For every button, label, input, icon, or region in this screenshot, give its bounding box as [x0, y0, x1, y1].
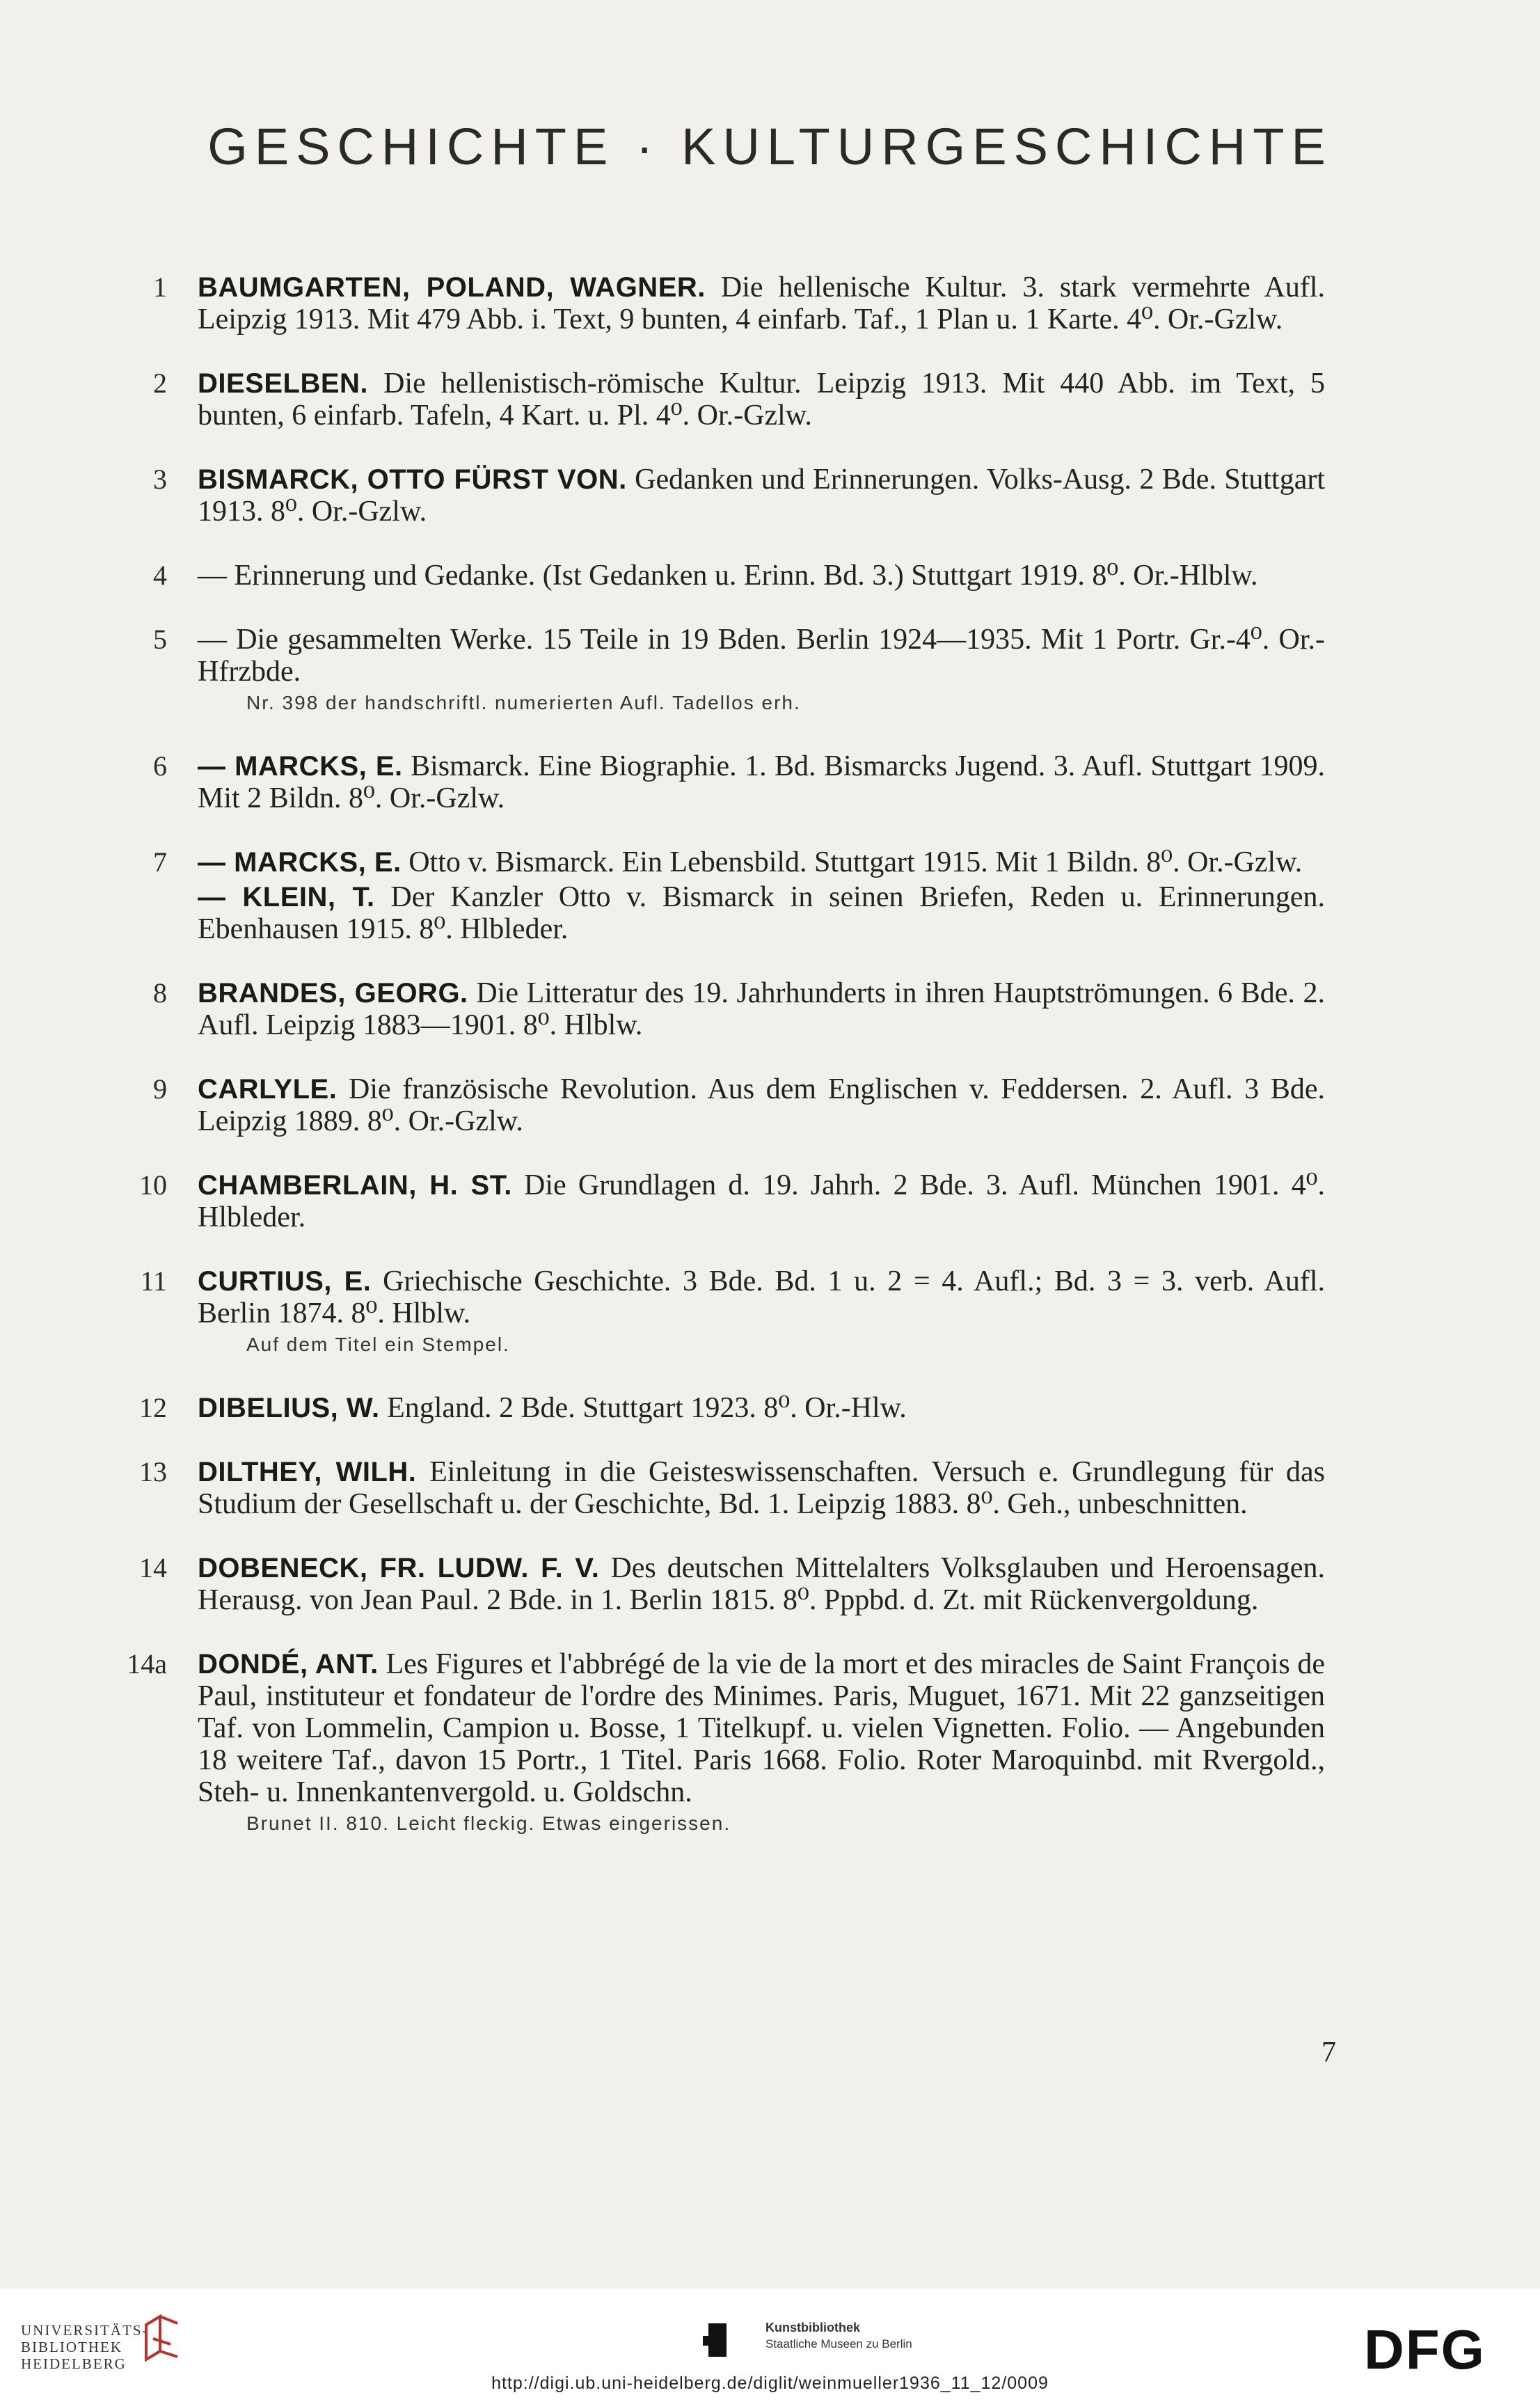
entry-10	[0, 1169, 1540, 1233]
entry-list	[0, 271, 1540, 1871]
entry-1	[0, 271, 1540, 335]
entry-6	[0, 750, 1540, 814]
entry-number: 14a	[127, 1648, 167, 1680]
entry-sub-author: — KLEIN, T.	[198, 882, 375, 912]
entry-13	[0, 1456, 1540, 1520]
entry-author: CARLYLE.	[198, 1074, 338, 1105]
page-number: 7	[1321, 2037, 1336, 2069]
entry-number: 10	[139, 1169, 167, 1201]
entry-14a	[0, 1648, 1540, 1839]
entry-sub-text: Der Kanzler Otto v. Bismarck in seinen Briefen, Reden u. Erinnerungen. Ebenhausen 1915. 8⁰. Hlbleder.	[198, 881, 1326, 945]
entry-author: DILTHEY, WILH.	[198, 1457, 417, 1487]
entry-number: 5	[153, 624, 167, 655]
entry-body	[198, 1648, 1325, 1808]
entry-author: DONDÉ, ANT.	[198, 1649, 379, 1680]
entry-4	[0, 560, 1540, 592]
entry-body	[198, 560, 1325, 592]
entry-note: Nr. 398 der handschriftl. numerierten Aufl. Tadellos erh.	[246, 692, 801, 713]
dfg-logo[interactable]: DFG	[1364, 2318, 1486, 2380]
entry-note: Auf dem Titel ein Stempel.	[246, 1334, 510, 1355]
entry-number: 2	[153, 368, 167, 399]
entry-7	[0, 846, 1540, 945]
entry-text: Otto v. Bismarck. Ein Lebensbild. Stuttgart 1915. Mit 1 Bildn. 8⁰. Or.-Gzlw.	[408, 846, 1303, 878]
entry-text: Des deutschen Mittelalters Volksglauben und Heroensagen. Herausg. von Jean Paul. 2 Bde. in 1. Berlin 1815. 8⁰. Pppbd. d. Zt. mit Rückenvergoldung.	[198, 1552, 1326, 1616]
entry-text: Die französische Revolution. Aus dem Englischen v. Feddersen. 2. Aufl. 3 Bde. Leipzig 1889. 8⁰. Or.-Gzlw.	[198, 1073, 1326, 1137]
entry-author: DOBENECK, FR. LUDW. F. V.	[198, 1553, 600, 1583]
kunstbibliothek-logo-icon	[703, 2323, 727, 2357]
entry-author: DIESELBEN.	[198, 368, 369, 399]
entry-number: 14	[139, 1552, 167, 1583]
entry-body	[198, 1073, 1325, 1137]
entry-number: 1	[153, 271, 167, 303]
entry-author: CHAMBERLAIN, H. ST.	[198, 1170, 512, 1201]
entry-author: BISMARCK, OTTO FÜRST VON.	[198, 464, 627, 495]
entry-text: England. 2 Bde. Stuttgart 1923. 8⁰. Or.-Hlw.	[387, 1392, 907, 1424]
entry-5	[0, 624, 1540, 718]
entry-number: 7	[153, 846, 167, 878]
entry-author: CURTIUS, E.	[198, 1266, 372, 1297]
entry-number: 9	[153, 1073, 167, 1105]
entry-body	[198, 368, 1325, 432]
entry-body	[198, 750, 1325, 814]
entry-body	[198, 271, 1325, 335]
entry-11	[0, 1265, 1540, 1360]
entry-9	[0, 1073, 1540, 1137]
entry-body	[198, 464, 1325, 528]
entry-text: Griechische Geschichte. 3 Bde. Bd. 1 u. 2 = 4. Aufl.; Bd. 3 = 3. verb. Aufl. Berlin 1874. 8⁰. Hlblw.	[198, 1265, 1326, 1329]
entry-body	[198, 1169, 1325, 1233]
entry-number: 8	[153, 977, 167, 1009]
ub-heidelberg-wordmark[interactable]	[21, 2322, 149, 2372]
entry-author: BAUMGARTEN, POLAND, WAGNER.	[198, 272, 706, 303]
entry-number: 12	[139, 1392, 167, 1423]
entry-number: 13	[139, 1456, 167, 1487]
entry-body	[198, 1456, 1325, 1520]
entry-text: Les Figures et l'abbrégé de la vie de la mort et des miracles de Saint François de Paul, instituteur et fondateur de l'ordre des Minimes. Paris, Muguet, 1671. Mit 22 ganzseitigen Taf. von Lommelin, Campion u. Bosse, 1 Titelkupf. u. vielen Vignetten. Folio. — Angebunden 18 weitere Taf., davon 15 Portr., 1 Titel. Paris 1668. Folio. Roter Maroquinbd. mit Rvergold., Steh- u. Innenkantenvergold. u. Goldschn.	[198, 1648, 1326, 1808]
source-url[interactable]: http://digi.ub.uni-heidelberg.de/diglit/weinmueller1936_11_12/0009	[491, 2373, 1049, 2393]
kb-subtitle: Staatliche Museen zu Berlin	[765, 2337, 912, 2350]
entry-body	[198, 624, 1325, 688]
entry-number: 4	[153, 560, 167, 591]
entry-body	[198, 1552, 1325, 1616]
entry-number: 6	[153, 750, 167, 782]
footer-bar	[0, 2289, 1540, 2402]
entry-12	[0, 1392, 1540, 1424]
kb-title: Kunstbibliothek	[765, 2321, 860, 2334]
entry-text: — Erinnerung und Gedanke. (Ist Gedanken u. Erinn. Bd. 3.) Stuttgart 1919. 8⁰. Or.-Hlblw.	[198, 560, 1258, 592]
entry-text: Die hellenistisch-römische Kultur. Leipzig 1913. Mit 440 Abb. im Text, 5 bunten, 6 einfarb. Tafeln, 4 Kart. u. Pl. 4⁰. Or.-Gzlw.	[198, 368, 1325, 432]
entry-body	[198, 846, 1325, 878]
entry-note: Brunet II. 810. Leicht fleckig. Etwas eingerissen.	[246, 1812, 731, 1834]
entry-3	[0, 464, 1540, 528]
kunstbibliothek-wordmark[interactable]	[765, 2319, 912, 2353]
entry-author: BRANDES, GEORG.	[198, 978, 468, 1009]
entry-text: Die Grundlagen d. 19. Jahrh. 2 Bde. 3. Aufl. München 1901. 4⁰. Hlbleder.	[198, 1169, 1325, 1233]
entry-text: Gedanken und Erinnerungen. Volks-Ausg. 2 Bde. Stuttgart 1913. 8⁰. Or.-Gzlw.	[198, 464, 1326, 528]
entry-number: 3	[153, 464, 167, 495]
entry-text: Die Litteratur des 19. Jahrhunderts in ihren Hauptströmungen. 6 Bde. 2. Aufl. Leipzig 1883—1901. 8⁰. Hlblw.	[198, 977, 1326, 1041]
entry-2	[0, 368, 1540, 432]
entry-author: DIBELIUS, W.	[198, 1393, 380, 1423]
ub-logo-icon	[139, 2311, 188, 2367]
entry-author: — MARCKS, E.	[198, 847, 402, 878]
entry-text: — Die gesammelten Werke. 15 Teile in 19 Bden. Berlin 1924—1935. Mit 1 Portr. Gr.-4⁰. Or.-Hfrzbde.	[198, 624, 1325, 688]
ub-line-3: HEIDELBERG	[21, 2355, 127, 2372]
entry-text: Einleitung in die Geisteswissenschaften. Versuch e. Grundlegung für das Studium der Gesellschaft u. der Geschichte, Bd. 1. Leipzig 1883. 8⁰. Geh., unbeschnitten.	[198, 1456, 1325, 1520]
entry-body	[198, 1265, 1325, 1329]
entry-text: Bismarck. Eine Biographie. 1. Bd. Bismarcks Jugend. 3. Aufl. Stuttgart 1909. Mit 2 Bildn. 8⁰. Or.-Gzlw.	[198, 750, 1326, 814]
ub-line-2: BIBLIOTHEK	[21, 2339, 122, 2355]
entry-14	[0, 1552, 1540, 1616]
entry-sub-body	[198, 881, 1325, 945]
entry-body	[198, 977, 1325, 1041]
entry-author: — MARCKS, E.	[198, 751, 403, 782]
entry-number: 11	[140, 1265, 167, 1297]
ub-line-1: UNIVERSITÄTS-	[21, 2322, 149, 2339]
entry-text: Die hellenische Kultur. 3. stark vermehrte Aufl. Leipzig 1913. Mit 479 Abb. i. Text, 9 bunten, 4 einfarb. Taf., 1 Plan u. 1 Karte. 4⁰. Or.-Gzlw.	[198, 271, 1325, 335]
page-title: GESCHICHTE · KULTURGESCHICHTE	[207, 118, 1333, 175]
entry-body	[198, 1392, 1325, 1424]
entry-8	[0, 977, 1540, 1041]
